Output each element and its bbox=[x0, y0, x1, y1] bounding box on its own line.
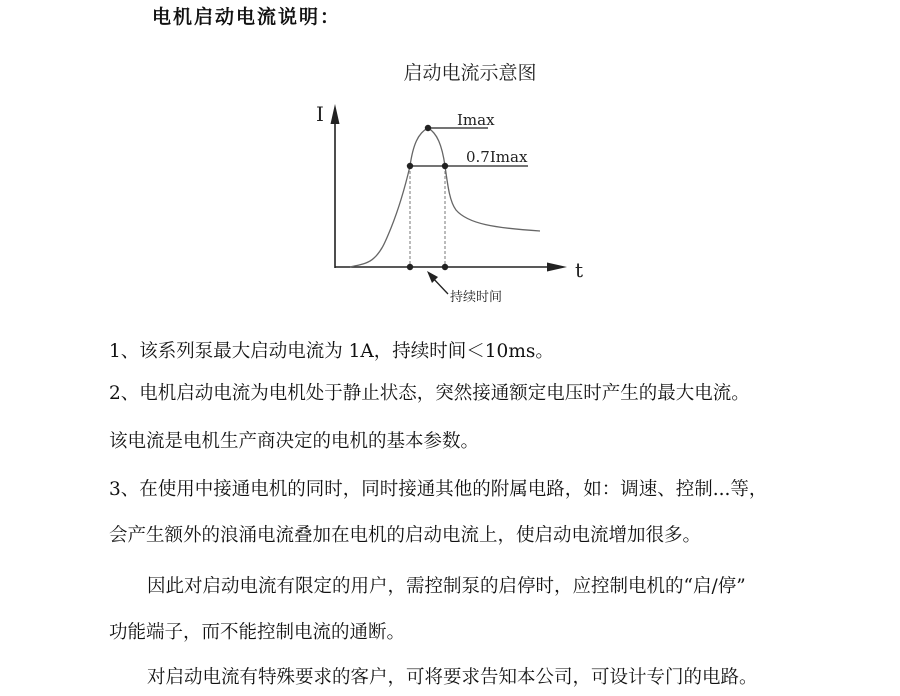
paragraph-2: 2、电机启动电流为电机处于静止状态，突然接通额定电压时产生的最大电流。 bbox=[109, 383, 750, 404]
paragraph-3-continued: 会产生额外的浪涌电流叠加在电机的启动电流上，使启动电流增加很多。 bbox=[109, 525, 702, 546]
duration-end-point bbox=[442, 264, 448, 270]
threshold-fall-point bbox=[442, 163, 448, 169]
paragraph-4-continued: 功能端子，而不能控制电流的通断。 bbox=[109, 622, 406, 643]
threshold-label: 0.7Imax bbox=[466, 148, 528, 166]
x-axis-arrow bbox=[547, 263, 567, 272]
diagram-title: 启动电流示意图 bbox=[403, 62, 537, 84]
paragraph-2-continued: 该电流是电机生产商决定的电机的基本参数。 bbox=[109, 431, 480, 452]
paragraph-3: 3、在使用中接通电机的同时，同时接通其他的附属电路，如：调速、控制...等， bbox=[109, 479, 768, 500]
document-heading: 电机启动电流说明： bbox=[152, 6, 342, 28]
y-axis-label: I bbox=[316, 102, 324, 126]
startup-current-diagram bbox=[0, 0, 900, 320]
duration-label: 持续时间 bbox=[450, 290, 503, 305]
duration-start-point bbox=[407, 264, 413, 270]
paragraph-4: 因此对启动电流有限定的用户，需控制泵的启停时，应控制电机的“启/停” bbox=[147, 576, 746, 597]
paragraph-5: 对启动电流有特殊要求的客户，可将要求告知本公司，可设计专门的电路。 bbox=[147, 667, 758, 688]
y-axis-arrow bbox=[331, 104, 340, 124]
paragraph-1: 1、该系列泵最大启动电流为 1A，持续时间＜10ms。 bbox=[109, 341, 554, 362]
peak-label: Imax bbox=[457, 111, 495, 129]
peak-point bbox=[425, 125, 431, 131]
threshold-rise-point bbox=[407, 163, 413, 169]
x-axis-label: t bbox=[575, 258, 584, 282]
